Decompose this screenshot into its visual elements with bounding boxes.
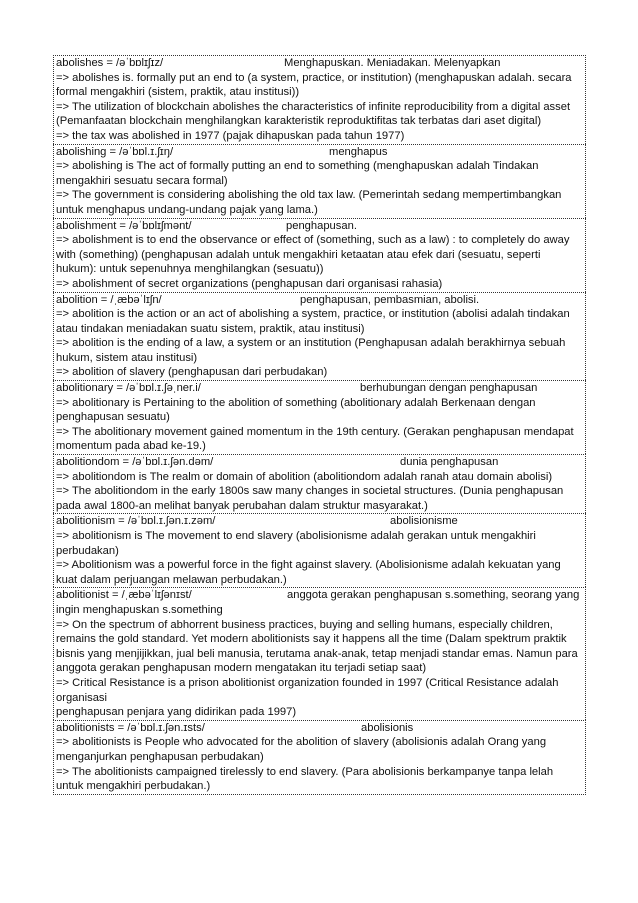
entry-abolishing [53, 144, 586, 218]
entry-headword: abolishes = /əˈbɒlɪʃɪz/ [56, 57, 164, 69]
entry-line: => abolition is the action or an act of abolishing a system, practice, or institution (abolisi adalah tindakan atau tindakan meniadakan suatu sistem, praktik, atau institusi) [56, 308, 570, 335]
entry-meaning: Menghapuskan. Meniadakan. Melenyapkan [284, 57, 501, 69]
entry-line: => abolition of slavery (penghapusan dari perbudakan) [56, 366, 328, 379]
entry-headword: abolishing = /əˈbɒl.ɪ.ʃɪŋ/ [56, 145, 174, 158]
entry-line: => The abolitionary movement gained momentum in the 19th century. (Gerakan penghapusan mendapat momentum pada abad ke-19.) [56, 425, 574, 453]
entry-line: => abolition is the ending of a law, a system or an institution (Penghapusan adalah berakhirnya sebuah hukum, sistem atau institusi) [56, 337, 566, 364]
entry-headword: abolitionists = /əˈbɒl.ɪ.ʃən.ɪsts/ [56, 721, 205, 734]
entry-line: => The abolitiondom in the early 1800s saw many changes in societal structures. (Dunia penghapusan pada awal 1800-an melihat banyak perubahan dalam struktur masyarakat.) [56, 485, 564, 512]
entry-abolition [53, 292, 586, 381]
entry-headword: abolition = /ˌæbəˈlɪʃn/ [56, 293, 162, 306]
entry-line: => abolitiondom is The realm or domain of abolition (abolitiondom adalah ranah atau domain abolisi) [56, 470, 553, 483]
entry-line: => Abolitionism was a powerful force in the fight against slavery. (Abolisionisme adalah kekuatan yang kuat dalam perjuangan melawan perbudakan.) [56, 559, 561, 586]
entry-abolishment [53, 218, 586, 292]
entry-abolitiondom [53, 454, 586, 513]
entry-abolitionist [53, 587, 586, 719]
entry-meaning: abolisionis [361, 721, 414, 734]
entry-line: => Critical Resistance is a prison abolitionist organization founded in 1997 (Critical Resistance adalah organisasi [56, 676, 559, 704]
entry-headword: abolitionary = /əˈbɒl.ɪ.ʃəˌner.i/ [56, 382, 201, 395]
entry-line: => The abolitionists campaigned tirelessly to end slavery. (Para abolisionis berkampanye tanpa lelah untuk mengakhiri perbudakan.) [56, 765, 554, 793]
entry-meaning: penghapusan. [286, 219, 357, 232]
entry-headword: abolishment = /əˈbɒlɪʃmənt/ [56, 219, 192, 232]
dictionary-document [53, 55, 586, 795]
entry-headword: abolitiondom = /əˈbɒl.ɪ.ʃən.dəm/ [56, 456, 214, 469]
entry-line: => abolitionary is Pertaining to the abolition of something (abolitionary adalah Berkenaan dengan penghapusan sesuatu) [56, 396, 536, 424]
entry-meaning: dunia penghapusan [400, 456, 499, 469]
entry-line: => the tax was abolished in 1977 (pajak dihapuskan pada tahun 1977) [56, 129, 405, 142]
entry-meaning: penghapusan, pembasmian, abolisi. [300, 293, 480, 306]
entry-abolitionism [53, 513, 586, 587]
entry-meaning: berhubungan dengan penghapusan [360, 382, 538, 395]
entry-line: => abolishment of secret organizations (penghapusan dari organisasi rahasia) [56, 277, 443, 290]
entry-line: => The government is considering abolishing the old tax law. (Pemerintah sedang mempertimbangkan untuk menghapus undang-undang pajak yang lama.) [56, 189, 562, 216]
entry-line: => abolitionism is The movement to end slavery (abolisionisme adalah gerakan untuk mengakhiri perbudakan) [56, 530, 536, 557]
entry-meaning: menghapus [329, 145, 388, 158]
entry-line: => On the spectrum of abhorrent business practices, buying and selling humans, especially children, remains the gold standard. Yet modern abolitionists say it happens all the time (Dalam spektrum praktik bisnis yang menjijikkan, jual beli manusia, terutama anak-anak, tetap menjadi standar emas. Namun para anggota gerakan penghapusan modern mengatakan itu terjadi setiap saat) [56, 618, 578, 675]
entry-line: => abolishment is to end the observance or effect of (something, such as a law) : to completely do away with (something) (penghapusan adalah untuk mengakhiri ketaatan atau efek dari (sesuatu, seperti hukum): untuk sepenuhnya menghilangkan (sesuatu)) [56, 234, 570, 276]
entry-line: => abolishing is The act of formally putting an end to something (menghapuskan adalah Tindakan mengakhiri sesuatu secara formal) [56, 160, 539, 187]
entry-line: penghapusan penjara yang didirikan pada 1997) [56, 706, 297, 719]
entry-line: => abolitionists is People who advocated for the abolition of slavery (abolisionis adalah Orang yang menganjurkan penghapusan perbudakan) [56, 736, 547, 763]
entry-headword: abolitionist = /ˌæbəˈlɪʃənɪst/ [56, 589, 192, 602]
entry-abolitionists [53, 720, 586, 795]
entry-line: => The utilization of blockchain abolishes the characteristics of infinite reproducibility from a digital asset (Pemanfaatan blockchain menghilangkan karakteristik reproduktifitas tak terbatas dari aset digital) [56, 100, 571, 128]
entry-abolishes [53, 55, 586, 144]
entry-abolitionary [53, 380, 586, 454]
entry-headword: abolitionism = /əˈbɒl.ɪ.ʃən.ɪ.zəm/ [56, 515, 216, 528]
entry-line: => abolishes is. formally put an end to (a system, practice, or institution) (menghapuskan adalah. secara formal mengakhiri (sistem, praktik, atau institusi)) [56, 71, 572, 99]
entry-line: ingin menghapuskan s.something [56, 603, 223, 616]
entry-meaning: abolisionisme [390, 515, 458, 528]
entry-meaning: anggota gerakan penghapusan s.something, seorang yang [287, 589, 580, 602]
